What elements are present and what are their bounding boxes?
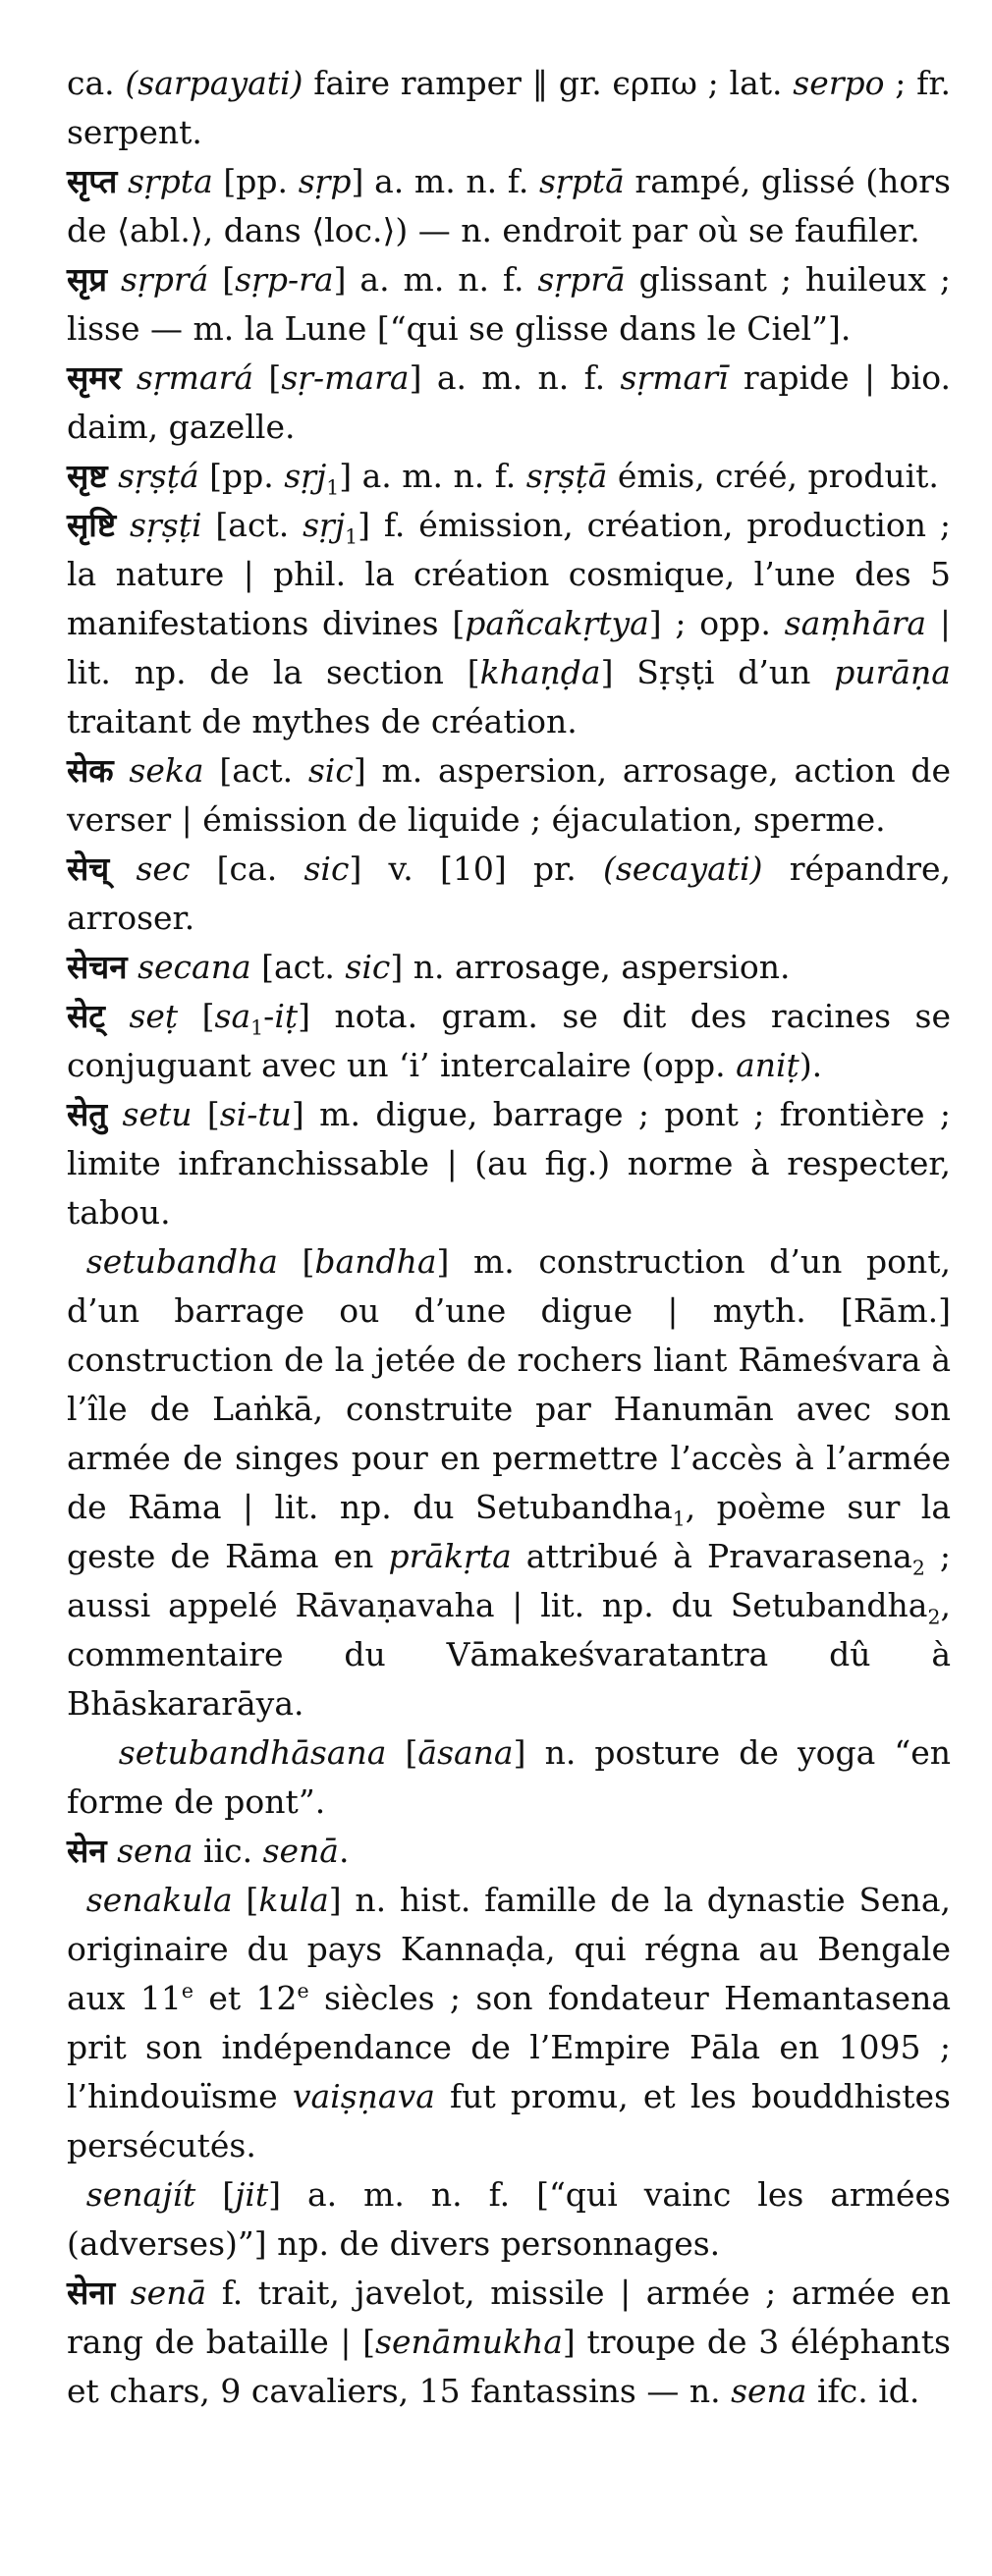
italic-term: senā [130, 2274, 207, 2312]
entry-text: [ [232, 1881, 259, 1919]
italic-term: khaṇḍa [479, 653, 601, 691]
headword-devanagari: सेक [67, 751, 114, 790]
entry-text: ] nota. gram. se dit des racines se conjuguant avec un ‘i’ intercalaire (opp. [67, 997, 951, 1084]
entry-text: ] v. [10] pr. [349, 850, 603, 888]
italic-term: serpo [793, 64, 885, 102]
entry-text: ; fr. serpent. [67, 64, 951, 151]
entry-text: ] n. arrosage, aspersion. [390, 948, 791, 986]
entry-text: ] a. m. n. f. [339, 457, 526, 495]
entry-text: ). [799, 1046, 823, 1084]
entry-text: attribué à Pravarasena [511, 1537, 912, 1575]
entry-text: [act. [250, 948, 346, 986]
entry-text: ] a. m. n. f. [351, 162, 539, 200]
entry-text: rampé, glissé (hors de ⟨abl.⟩, dans ⟨loc.⟩) — n. endroit par où se faufiler. [67, 162, 951, 249]
italic-term: sṛptā [538, 162, 625, 200]
headword-devanagari: सेतु [67, 1095, 108, 1133]
entry-text: ] m. aspersion, arrosage, action de verser | émission de liquide ; éjaculation, sperme. [67, 751, 951, 839]
headword-devanagari: सेचन [67, 948, 128, 986]
entry-text: siècles ; son fondateur Hemantasena prit son indépendance de l’Empire Pāla en 1095 ; l’hindouïsme [67, 1979, 952, 2115]
entry-text: [ [195, 2175, 236, 2214]
entry-text: ] Sṛṣṭi d’un [600, 653, 835, 691]
entry-text: ] a. m. n. f. [“qui vainc les armées (adverses)”] np. de divers personnages. [67, 2175, 951, 2263]
entry-text: ] a. m. n. f. [409, 358, 621, 397]
entry-text: [ [208, 260, 236, 299]
entry-text: répandre, arroser. [67, 850, 951, 937]
entry-text: [act. [203, 751, 308, 790]
dictionary-entry [67, 1827, 951, 1876]
italic-term: pañcakṛtya [465, 604, 649, 642]
headword-devanagari: सेना [67, 2274, 116, 2312]
dictionary-entry [67, 943, 951, 992]
italic-term: vaiṣṇava [292, 2077, 435, 2115]
superscript-ordinal: e [181, 1979, 194, 2002]
entry-text: [ [253, 358, 282, 397]
italic-term: (secayati) [602, 850, 763, 888]
entry-text: f. trait, javelot, missile | armée ; armée en rang de bataille | [ [67, 2274, 951, 2361]
italic-term: sena [117, 1832, 193, 1870]
entry-text: | lit. np. de la section [ [67, 604, 951, 691]
entry-text: ] m. construction d’un pont, d’un barrage ou d’une digue | myth. [Rām.] construction de la jetée de rochers liant Rāmeśvara à l’île de Laṅkā, construite par Hanumān avec son armée de singes pour en permettre l’accès à l’armée de Rāma | lit. np. du Setubandha [67, 1242, 951, 1526]
dictionary-entry [67, 1728, 951, 1827]
italic-term: senāmukha [375, 2323, 563, 2361]
entry-text [128, 948, 138, 986]
italic-term: bandha [314, 1242, 437, 1281]
entry-text [105, 997, 130, 1035]
entry-text: traitant de mythes de création. [67, 702, 578, 740]
dictionary-entry [67, 2170, 951, 2269]
entry-text: . [339, 1832, 350, 1870]
dictionary-entry [67, 255, 951, 354]
entry-text: [ [192, 1095, 220, 1133]
italic-term: purāṇa [834, 653, 951, 691]
italic-term: seka [129, 751, 204, 790]
entry-text: [ [386, 1733, 418, 1772]
subscript-index: 1 [672, 1507, 686, 1531]
italic-term: sic [307, 751, 354, 790]
italic-term: (sarpayati) [125, 64, 303, 102]
entry-text: iic. [193, 1832, 263, 1870]
entry-text: ca. [67, 64, 126, 102]
italic-term: sa [214, 997, 251, 1035]
italic-term: sṛṣṭá [118, 457, 199, 495]
dictionary-entry [67, 1090, 951, 1237]
dictionary-entry [67, 1237, 951, 1728]
subscript-index: 1 [250, 1015, 264, 1040]
headword-devanagari: सृप्त [67, 162, 118, 200]
dictionary-entry [67, 501, 951, 746]
entry-text [107, 1095, 122, 1133]
dictionary-entry [67, 845, 951, 943]
entry-text: ; aussi appelé Rāvaṇavaha | lit. np. du Setubandha [67, 1537, 952, 1624]
italic-term: sec [136, 850, 191, 888]
entry-text [116, 506, 130, 544]
entry-text: [ca. [190, 850, 304, 888]
headword-devanagari: सृष्टि [67, 506, 117, 544]
italic-term: senajít [85, 2175, 196, 2214]
headword-devanagari: सेच् [67, 850, 110, 888]
entry-text: fut promu, et les bouddhistes persécutés. [67, 2077, 951, 2165]
italic-term: sṛpta [127, 162, 213, 200]
dictionary-entry [67, 157, 951, 255]
italic-term: senakula [85, 1881, 233, 1919]
entry-text [117, 162, 128, 200]
entry-text: ] f. émission, création, production ; la nature | phil. la création cosmique, l’une des 5 manifestations divines [ [67, 506, 951, 642]
entry-text: ] n. hist. famille de la dynastie Sena, originaire du pays Kannaḍa, qui régna au Bengale aux 11 [67, 1881, 951, 2017]
italic-term: prākṛta [388, 1537, 512, 1575]
headword-devanagari: सृप्र [67, 260, 108, 299]
headword-devanagari: सृमर [67, 358, 122, 397]
dictionary-entry [67, 59, 951, 157]
superscript-ordinal: e [297, 1979, 309, 2002]
italic-term: āsana [417, 1733, 514, 1772]
italic-term: sṛj [303, 506, 346, 544]
entry-text: faire ramper ‖ gr. ϵρπω ; lat. [303, 64, 794, 102]
italic-term: sṛṣṭā [525, 457, 608, 495]
italic-term: kula [258, 1881, 329, 1919]
headword-devanagari: सेन [67, 1832, 107, 1870]
italic-term: setubandha [85, 1242, 278, 1281]
entry-text [122, 358, 137, 397]
italic-term: sṛp [298, 162, 352, 200]
dictionary-entry [67, 992, 951, 1090]
dictionary-entry [67, 1876, 951, 2170]
entry-text [114, 751, 130, 790]
italic-term: sṛmará [136, 358, 254, 397]
headword-devanagari: सृष्ट [67, 457, 108, 495]
dictionary-entry [67, 746, 951, 845]
entry-text: , commentaire du Vāmakeśvaratantra dû à Bhāskararāya. [67, 1586, 951, 1723]
subscript-index: 2 [927, 1605, 941, 1629]
italic-term: setu [122, 1095, 193, 1133]
entry-text [107, 260, 121, 299]
entry-text: ] a. m. n. f. [333, 260, 538, 299]
italic-term: sṛprá [121, 260, 209, 299]
dictionary-entry [67, 2269, 951, 2416]
entry-text: [ [178, 997, 215, 1035]
italic-term: sṛj [284, 457, 327, 495]
entry-text [108, 457, 119, 495]
entry-text: ] troupe de 3 éléphants et chars, 9 cavaliers, 15 fantassins — n. [67, 2323, 951, 2410]
italic-term: sṛprā [537, 260, 626, 299]
dictionary-entry [67, 354, 951, 452]
entry-text: rapide | bio. daim, gazelle. [67, 358, 952, 446]
entry-text: [pp. [212, 162, 299, 200]
entry-text [107, 1832, 118, 1870]
italic-term: si-tu [219, 1095, 292, 1133]
entry-text: - [263, 997, 275, 1035]
italic-term: jit [235, 2175, 269, 2214]
headword-devanagari: सेट् [67, 997, 105, 1035]
subscript-index: 2 [911, 1556, 925, 1580]
italic-term: sṛ-mara [281, 358, 410, 397]
entry-text [109, 850, 136, 888]
entry-text: ] m. digue, barrage ; pont ; frontière ; limite infranchissable | (au fig.) norme à respecter, tabou. [67, 1095, 951, 1232]
entry-text: , poème sur la geste de Rāma en [67, 1488, 952, 1575]
italic-term: sic [303, 850, 350, 888]
dictionary-entry [67, 452, 951, 501]
entry-text: et 12 [193, 1979, 298, 2017]
italic-term: saṃhāra [784, 604, 927, 642]
italic-term: sṛp-ra [235, 260, 334, 299]
entry-text: ] ; opp. [648, 604, 785, 642]
italic-term: setubandhāsana [118, 1733, 387, 1772]
italic-term: sṛṣṭi [130, 506, 202, 544]
entry-text: [pp. [198, 457, 285, 495]
italic-term: senā [262, 1832, 339, 1870]
subscript-index: 1 [326, 475, 340, 500]
italic-term: seṭ [129, 997, 179, 1035]
subscript-index: 1 [345, 524, 358, 549]
entry-text [115, 2274, 131, 2312]
entry-text: [ [277, 1242, 315, 1281]
entry-text: [act. [201, 506, 303, 544]
italic-term: aniṭ [736, 1046, 799, 1084]
entry-text: glissant ; huileux ; lisse — m. la Lune [“qui se glisse dans le Ciel”]. [67, 260, 952, 348]
italic-term: iṭ [274, 997, 299, 1035]
italic-term: secana [138, 948, 251, 986]
italic-term: sṛmarī [620, 358, 729, 397]
italic-term: sic [345, 948, 391, 986]
italic-term: sena [731, 2372, 807, 2410]
entry-text: émis, créé, produit. [607, 457, 939, 495]
entry-text: ifc. id. [806, 2372, 920, 2410]
entry-text: ] n. posture de yoga “en forme de pont”. [67, 1733, 951, 1821]
